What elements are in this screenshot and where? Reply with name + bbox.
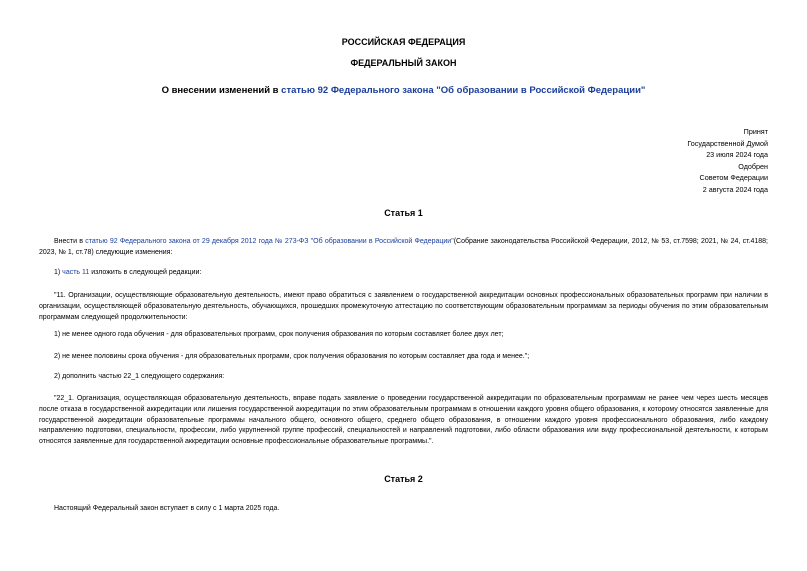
sub-item-2: 2) не менее половины срока обучения - для образовательных программ, срок получения образования по которым составляет два года и менее."; [54,353,530,360]
part-11-link[interactable]: часть 11 [62,269,90,276]
intro-prefix: Внести в [54,238,86,245]
adoption-line-council: Советом Федерации [699,173,768,183]
document-title [0,85,807,96]
adoption-line-duma: Государственной Думой [687,138,768,148]
document-type-heading: ФЕДЕРАЛЬНЫЙ ЗАКОН [350,58,457,68]
adoption-block [568,126,768,196]
article-1-item-2: 2) дополнить частью 22_1 следующего содержания: [54,373,225,380]
article-1-item-1 [39,268,768,279]
article-2-text: Настоящий Федеральный закон вступает в силу с 1 марта 2025 года. [54,505,280,512]
intro-law-link[interactable]: статью 92 Федерального закона от 29 декабря 2012 года № 273-ФЗ "Об образовании в Российской Федерации" [85,238,454,245]
article-1-intro [39,237,768,259]
article-2-heading: Статья 2 [384,474,423,484]
item-1-suffix: изложить в следующей редакции: [89,269,202,276]
adoption-line-approved: Одобрен [738,161,768,171]
title-prefix: О внесении изменений в [161,85,282,96]
quote-part-11: "11. Организации, осуществляющие образовательную деятельность, имеют право обратиться с заявлением о государственной аккредитации основных профессиональных образовательных программ при наличии в организации, осуществляющей образовательную деятельность, обучающихся, прошедших промежуточную аттестацию по соответствующим образовательным программам за периоды обучения по этим образовательным программам следующей продолжительности: [39,292,768,321]
quote-part-22-1: "22_1. Организация, осуществляющая образовательную деятельность, вправе подать заявление о проведении государственной аккредитации по образовательным программам не ранее чем через шесть месяцев после отказа в государственной аккредитации или лишения государственной аккредитации по этим образовательным программам в отношении каждого уровня общего образования, к которому относятся заявленные для государственной аккредитации образовательные программы начального общего, основного общего, среднего общего образования, в отношении каждого уровня профессионального образования, либо каждому направлению подготовки, специальности, профессии, либо укрупненной группе профессий, специальностей и направлений подготовки, либо области образования или виду профессиональной деятельности, к которым относятся заявленные для государственной аккредитации основные профессиональные образовательные программы.". [39,395,768,446]
title-law-link[interactable]: статью 92 Федерального закона "Об образовании в Российской Федерации" [281,85,646,96]
adoption-line-accepted: Принят [743,127,768,136]
country-heading: РОССИЙСКАЯ ФЕДЕРАЦИЯ [341,37,466,47]
item-1-prefix: 1) [54,269,63,276]
intro-suffix: (Собрание законодательства Российской Федерации, 2012, № 53, ст.7598; 2021, № 24, ст.4188; 2023, № 1, ст.78) следующие изменения: [39,238,768,256]
adoption-line-duma-date: 23 июля 2024 года [706,150,768,160]
article-1-heading: Статья 1 [384,208,423,218]
sub-item-1: 1) не менее одного года обучения - для образовательных программ, срок получения образования по которым составляет более двух лет; [54,331,504,338]
adoption-line-council-date: 2 августа 2024 года [702,184,768,194]
